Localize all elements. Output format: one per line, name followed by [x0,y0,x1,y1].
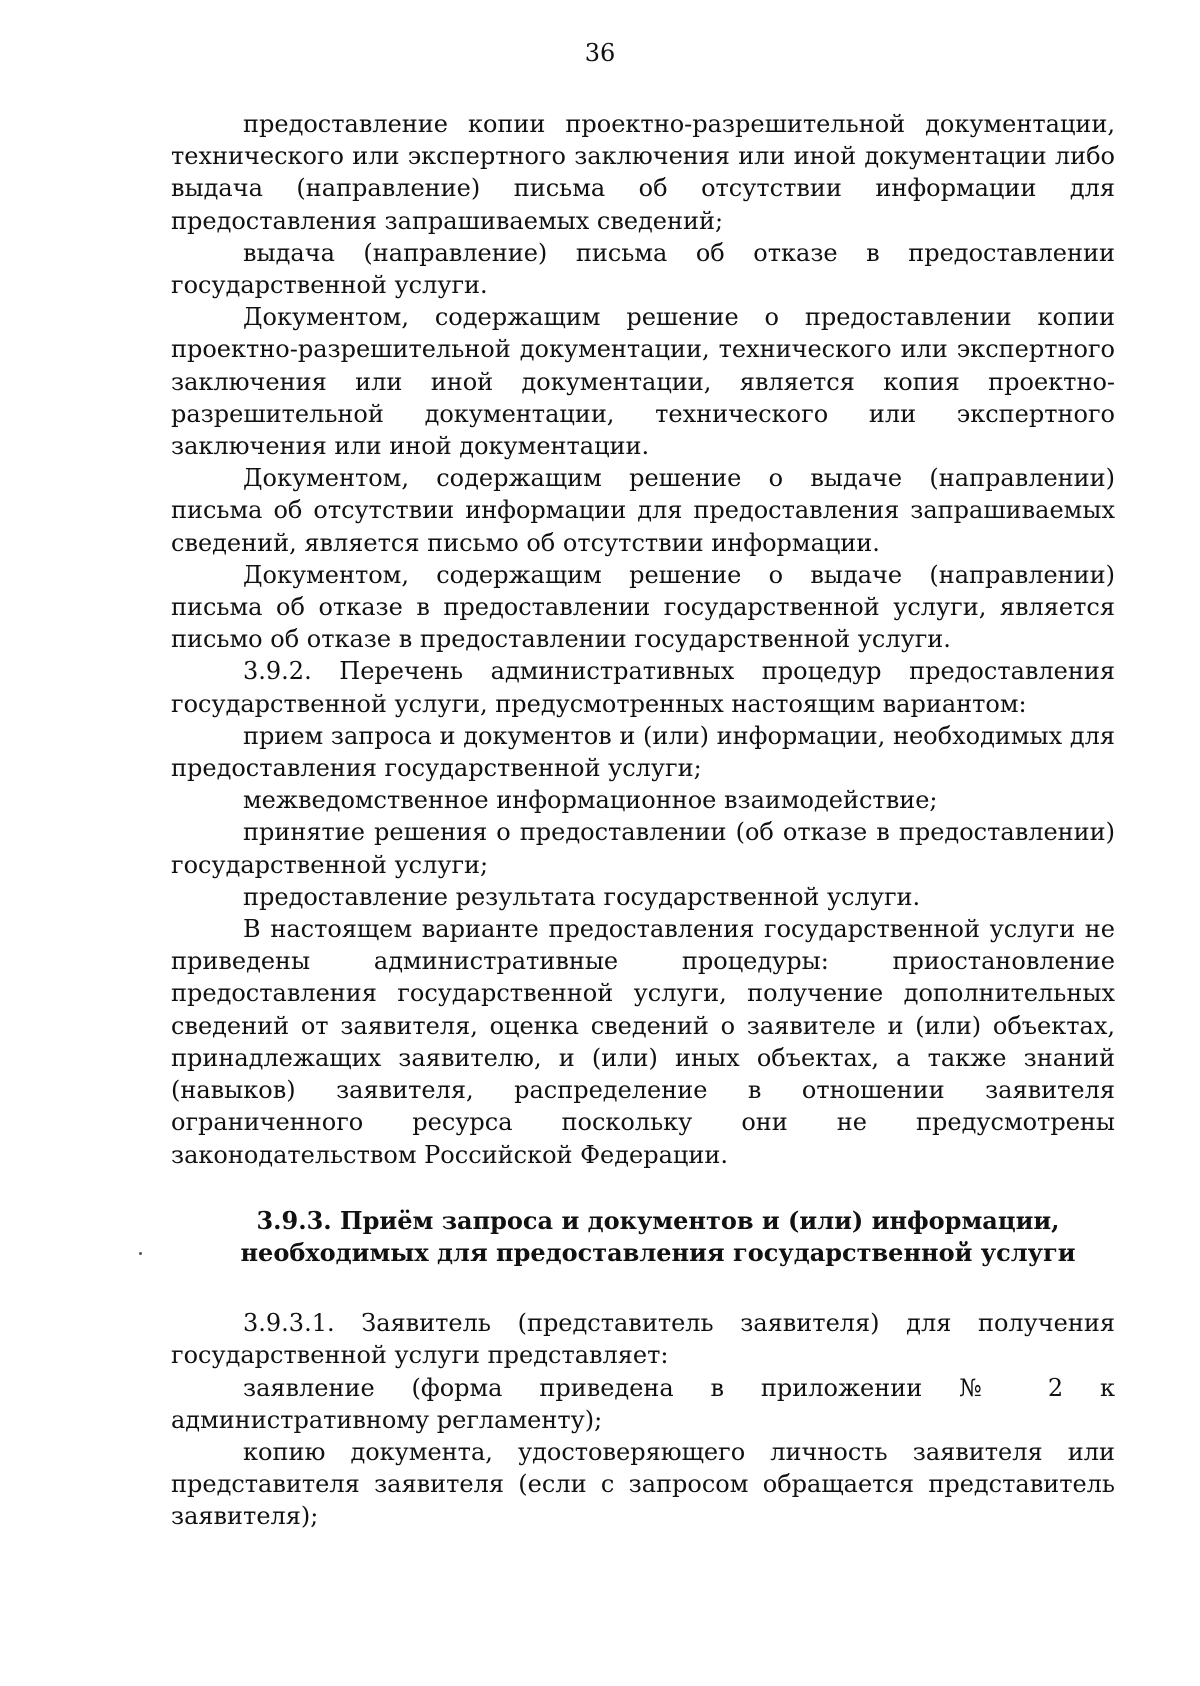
section-heading-line: 3.9.3. Приём запроса и документов и (или) информации, [256,1205,1060,1235]
list-item: предоставление результата государственной услуги. [243,882,921,911]
paragraph: Документом, содержащим решение о предоставлении копии проектно-разрешительной документации, технического или экспертного заключения или иной документации, является копия проектно-разрешительной документации, технического или экспертного заключения или иной документации. [171,303,1115,461]
scan-artifact-dot [139,1252,142,1255]
list-item: заявление (форма приведена в приложении № 2 к административному регламенту); [171,1373,1115,1434]
page-number: 36 [584,39,616,67]
list-item: принятие решения о предоставлении (об отказе в предоставлении) государственной услуги; [171,818,1115,879]
section-heading [171,1205,1115,1269]
section-heading-line: необходимых для предоставления государственной услуги [240,1237,1076,1267]
paragraph: Документом, содержащим решение о выдаче (направлении) письма об отказе в предоставлении государственной услуги, является письмо об отказе в предоставлении государственной услуги. [171,560,1115,654]
list-item: прием запроса и документов и (или) информации, необходимых для предоставления государственной услуги; [171,721,1115,783]
list-item: межведомственное информационное взаимодействие; [243,786,938,815]
paragraph: предоставление копии проектно-разрешительной документации, технического или экспертного заключения или иной документации либо выдача (направление) письма об отсутствии информации для предоставления запрашиваемых сведений; [171,110,1115,235]
paragraph: В настоящем варианте предоставления государственной услуги не приведены административные процедуры: приостановление предоставления государственной услуги, получение дополнительных сведений от заявителя, оценка сведений о заявителе и (или) объектах, принадлежащих заявителю, и (или) иных объектах, а также знаний (навыков) заявителя, распределение в отношении заявителя ограниченного ресурса поскольку они не предусмотрены законодательством Российской Федерации. [171,915,1115,1169]
list-item: копию документа, удостоверяющего личность заявителя или представителя заявителя (если с запросом обращается представитель заявителя); [171,1437,1115,1531]
paragraph: Документом, содержащим решение о выдаче (направлении) письма об отсутствии информации для предоставления запрашиваемых сведений, является письмо об отсутствии информации. [171,464,1115,557]
document-body [171,108,1115,1533]
paragraph: выдача (направление) письма об отказе в предоставлении государственной услуги. [171,238,1115,300]
section-3-9-3-1-paragraph: 3.9.3.1. Заявитель (представитель заявителя) для получения государственной услуги представляет: [171,1309,1115,1370]
section-3-9-2-paragraph: 3.9.2. Перечень административных процедур предоставления государственной услуги, предусмотренных настоящим вариантом: [171,657,1115,718]
